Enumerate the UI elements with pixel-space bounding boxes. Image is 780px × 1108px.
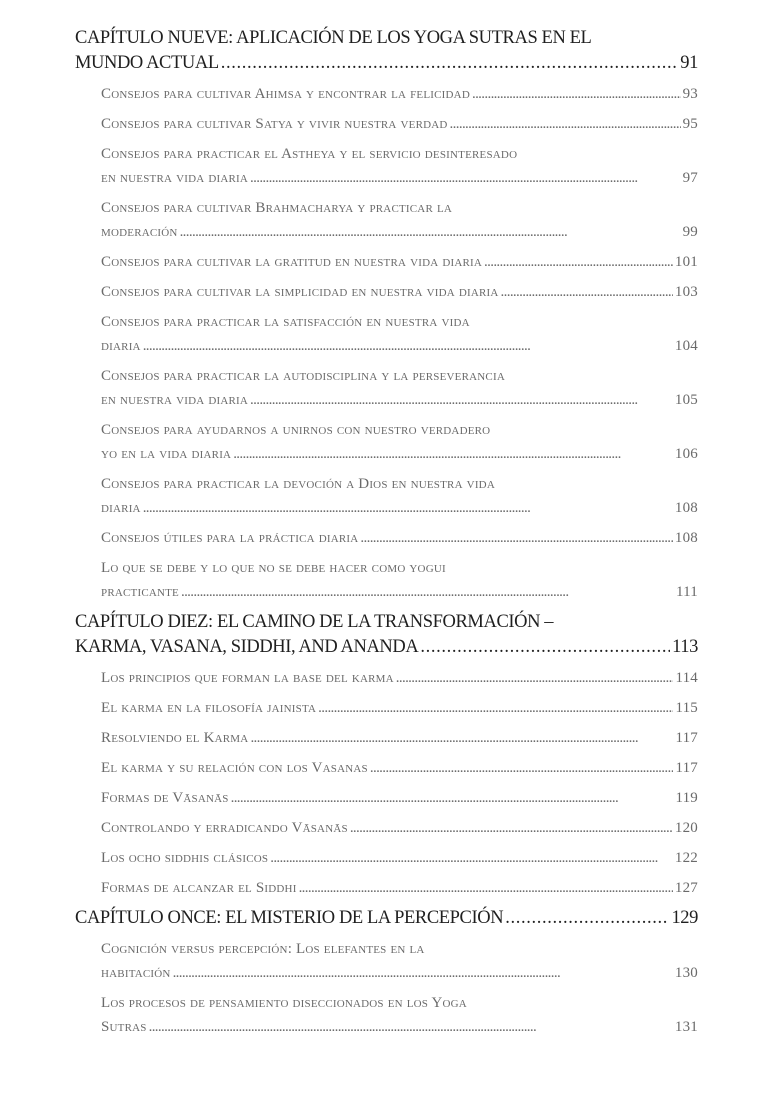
toc-line [75, 906, 698, 931]
toc-title-text: Consejos para cultivar Ahimsa y encontrar la felicidad [101, 86, 470, 102]
toc-entry[interactable] [101, 112, 698, 136]
toc-title-text: Sutras [101, 1019, 147, 1035]
toc-entry[interactable] [101, 786, 698, 810]
toc-title-text: Resolviendo el Karma [101, 730, 249, 746]
page-number: 105 [674, 392, 698, 408]
dot-leader [143, 334, 673, 358]
toc-title-text: Los procesos de pensamiento diseccionados en los Yoga [101, 995, 467, 1011]
toc-title-text: yo en la vida diaria [101, 446, 232, 462]
toc-line [101, 876, 698, 900]
toc-title-text: Consejos para practicar el Astheya y el servicio desinteresado [101, 146, 518, 162]
dot-leader [484, 250, 673, 274]
toc-line [101, 696, 698, 720]
toc-line [101, 166, 698, 190]
toc-title-text: Consejos para practicar la satisfacción en nuestra vida [101, 314, 470, 330]
page-number: 111 [676, 584, 698, 600]
toc-title-text: MUNDO ACTUAL [75, 53, 219, 73]
toc-title-text: diaria [101, 338, 141, 354]
toc-line [101, 310, 698, 334]
toc-line [101, 580, 698, 604]
page-number: 115 [675, 700, 698, 716]
toc-title-text: moderación [101, 224, 178, 240]
dot-leader [143, 496, 673, 520]
page-number: 99 [682, 224, 698, 240]
dot-leader [370, 756, 674, 780]
toc-entry[interactable] [101, 937, 698, 985]
toc-line [101, 1015, 698, 1039]
toc-line [101, 556, 698, 580]
toc-line [75, 610, 698, 635]
toc-line [101, 937, 698, 961]
toc-entry[interactable] [101, 556, 698, 604]
dot-leader [472, 82, 681, 106]
toc-title-text: practicante [101, 584, 179, 600]
table-of-contents [75, 26, 698, 1039]
toc-title-text: Cognición versus percepción: Los elefantes en la [101, 941, 425, 957]
toc-title-text: CAPÍTULO NUEVE: APLICACIÓN DE LOS YOGA SUTRAS EN EL [75, 28, 592, 48]
toc-line [101, 846, 698, 870]
toc-line [101, 496, 698, 520]
dot-leader [250, 726, 673, 750]
toc-title-text: El karma y su relación con los Vasanas [101, 760, 368, 776]
toc-line [75, 51, 698, 76]
toc-line [101, 388, 698, 412]
dot-leader [180, 220, 681, 244]
toc-line [101, 726, 698, 750]
toc-line [101, 991, 698, 1015]
dot-leader [420, 635, 670, 660]
toc-entry[interactable] [101, 696, 698, 720]
toc-title-text: Consejos para cultivar la gratitud en nuestra vida diaria [101, 254, 483, 270]
toc-line [101, 526, 698, 550]
toc-entry[interactable] [101, 846, 698, 870]
dot-leader [173, 961, 673, 985]
toc-title-text: Consejos para cultivar la simplicidad en nuestra vida diaria [101, 284, 499, 300]
page-number: 127 [674, 880, 698, 896]
toc-chapter[interactable] [75, 610, 698, 660]
toc-entry[interactable] [101, 726, 698, 750]
toc-title-text: CAPÍTULO ONCE: EL MISTERIO DE LA PERCEPCIÓN [75, 908, 504, 928]
toc-title-text: Formas de alcanzar el Siddhi [101, 880, 297, 896]
toc-entry[interactable] [101, 991, 698, 1039]
page-number: 93 [682, 86, 698, 102]
toc-line [75, 26, 698, 51]
dot-leader [181, 580, 674, 604]
toc-line [101, 418, 698, 442]
page-number: 122 [674, 850, 698, 866]
page-number: 103 [674, 284, 698, 300]
toc-title-text: Lo que se debe y lo que no se debe hacer como yogui [101, 560, 446, 576]
toc-title-text: Formas de Vāsanās [101, 790, 229, 806]
dot-leader [250, 166, 681, 190]
toc-title-text: CAPÍTULO DIEZ: EL CAMINO DE LA TRANSFORMACIÓN – [75, 612, 554, 632]
dot-leader [501, 280, 673, 304]
dot-leader [250, 388, 673, 412]
toc-entry[interactable] [101, 142, 698, 190]
page-number: 108 [674, 500, 698, 516]
toc-chapter[interactable] [75, 906, 698, 931]
dot-leader [396, 666, 674, 690]
toc-line [101, 756, 698, 780]
toc-chapter[interactable] [75, 26, 698, 76]
toc-line [101, 786, 698, 810]
toc-title-text: Consejos para practicar la devoción a Dios en nuestra vida [101, 476, 495, 492]
toc-title-text: en nuestra vida diaria [101, 170, 249, 186]
dot-leader [149, 1015, 673, 1039]
page-number: 113 [672, 637, 698, 657]
page-number: 104 [674, 338, 698, 354]
toc-entry[interactable] [101, 526, 698, 550]
toc-title-text: en nuestra vida diaria [101, 392, 249, 408]
toc-entry[interactable] [101, 310, 698, 358]
toc-line [101, 961, 698, 985]
toc-entry[interactable] [101, 364, 698, 412]
toc-title-text: Consejos útiles para la práctica diaria [101, 530, 359, 546]
toc-entry[interactable] [101, 756, 698, 780]
toc-entry[interactable] [101, 250, 698, 274]
toc-title-text: Controlando y erradicando Vāsanās [101, 820, 348, 836]
dot-leader [360, 526, 672, 550]
toc-line [101, 364, 698, 388]
dot-leader [299, 876, 673, 900]
page-number: 114 [675, 670, 698, 686]
toc-line [75, 635, 698, 660]
toc-line [101, 334, 698, 358]
toc-line [101, 250, 698, 274]
page-number: 129 [671, 908, 698, 928]
toc-line [101, 220, 698, 244]
dot-leader [233, 442, 673, 466]
page-number: 130 [674, 965, 698, 981]
toc-title-text: Consejos para cultivar Brahmacharya y practicar la [101, 200, 453, 216]
dot-leader [450, 112, 681, 136]
toc-line [101, 666, 698, 690]
dot-leader [231, 786, 674, 810]
toc-line [101, 472, 698, 496]
toc-entry[interactable] [101, 472, 698, 520]
dot-leader [350, 816, 673, 840]
toc-title-text: diaria [101, 500, 141, 516]
toc-line [101, 280, 698, 304]
toc-line [101, 82, 698, 106]
dot-leader [505, 906, 669, 931]
toc-entry[interactable] [101, 82, 698, 106]
toc-title-text: Consejos para cultivar Satya y vivir nuestra verdad [101, 116, 448, 132]
page-number: 120 [674, 820, 698, 836]
toc-title-text: Los ocho siddhis clásicos [101, 850, 269, 866]
toc-line [101, 442, 698, 466]
toc-entry[interactable] [101, 816, 698, 840]
toc-line [101, 112, 698, 136]
toc-line [101, 816, 698, 840]
toc-entry[interactable] [101, 196, 698, 244]
page-number: 97 [682, 170, 698, 186]
page-number: 117 [675, 760, 698, 776]
page-number: 117 [675, 730, 698, 746]
toc-entry[interactable] [101, 418, 698, 466]
page-number: 131 [674, 1019, 698, 1035]
page-number: 119 [675, 790, 698, 806]
toc-line [101, 142, 698, 166]
toc-line [101, 196, 698, 220]
dot-leader [221, 51, 679, 76]
page-number: 91 [680, 53, 698, 73]
toc-title-text: Los principios que forman la base del karma [101, 670, 394, 686]
toc-title-text: Consejos para ayudarnos a unirnos con nuestro verdadero [101, 422, 491, 438]
dot-leader [270, 846, 673, 870]
dot-leader [318, 696, 673, 720]
toc-entry[interactable] [101, 666, 698, 690]
toc-title-text: Consejos para practicar la autodisciplina y la perseverancia [101, 368, 505, 384]
page-number: 95 [682, 116, 698, 132]
page-number: 108 [674, 530, 698, 546]
toc-entry[interactable] [101, 876, 698, 900]
page-number: 101 [674, 254, 698, 270]
toc-title-text: El karma en la filosofía jainista [101, 700, 317, 716]
toc-entry[interactable] [101, 280, 698, 304]
toc-title-text: habitación [101, 965, 171, 981]
page-number: 106 [674, 446, 698, 462]
toc-title-text: KARMA, VASANA, SIDDHI, AND ANANDA [75, 637, 419, 657]
